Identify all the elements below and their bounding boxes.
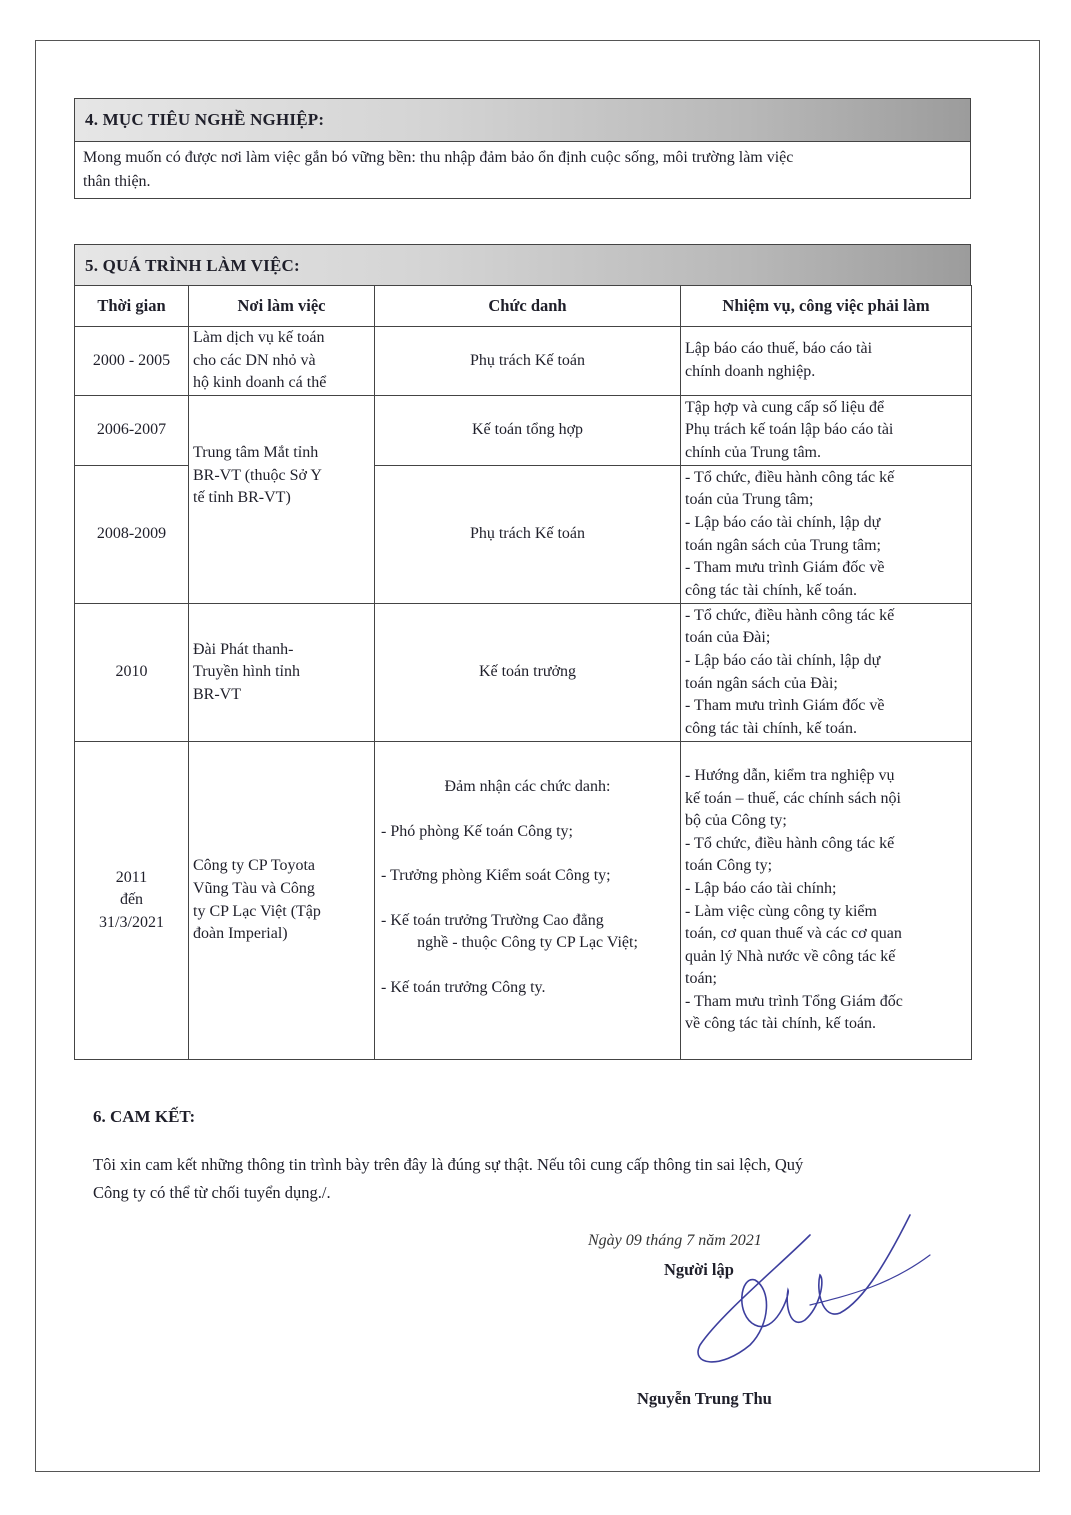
place-line: Làm dịch vụ kế toán <box>193 329 325 347</box>
role-line: nghề - thuộc Công ty CP Lạc Việt; <box>417 934 638 952</box>
time-line: 2006-2007 <box>96 421 167 439</box>
cell-duties <box>681 604 972 742</box>
cell-time <box>75 604 189 742</box>
duty-line: toán của Đài; <box>685 629 771 647</box>
career-objective-heading <box>75 99 970 142</box>
time-line: 2008-2009 <box>96 525 167 543</box>
duty-line: quản lý Nhà nước về công tác kế <box>685 947 896 965</box>
work-history-heading <box>74 244 971 286</box>
objective-line: thân thiện. <box>83 173 151 190</box>
time-line: 31/3/2021 <box>99 913 164 931</box>
header-place: Nơi làm việc <box>189 286 375 327</box>
place-line: đoàn Imperial) <box>193 925 288 943</box>
cell-time <box>75 396 189 466</box>
place-line: BR-VT <box>193 685 241 703</box>
place-line: Trung tâm Mắt tỉnh <box>193 444 319 461</box>
duty-line: bộ của Công ty; <box>685 812 787 830</box>
place-line: Đài Phát thanh- <box>193 640 294 658</box>
duty-line: - Làm việc cùng công ty kiểm <box>685 902 877 920</box>
place-line: hộ kinh doanh cá thể <box>193 374 327 392</box>
duty-line: - Lập báo cáo tài chính, lập dự <box>685 651 881 669</box>
duty-line: - Lập báo cáo tài chính, lập dự <box>685 513 881 531</box>
duty-line: - Tổ chức, điều hành công tác kế <box>685 606 895 624</box>
place-line: Công ty CP Toyota <box>193 857 316 875</box>
cell-place <box>189 604 375 742</box>
role-line: - Trưởng phòng Kiểm soát Công ty; <box>381 867 611 885</box>
duty-line: chính doanh nghiệp. <box>685 363 816 380</box>
duty-line: - Tham mưu trình Giám đốc về <box>685 559 885 577</box>
cell-title: Kế toán tổng hợp <box>375 396 681 466</box>
duty-line: công tác tài chính, kế toán. <box>685 581 857 599</box>
table-row <box>75 742 972 1060</box>
duty-line: toán, cơ quan thuế và các cơ quan <box>685 925 902 943</box>
career-objective-title: 4. MỤC TIÊU NGHỀ NGHIỆP: <box>85 110 325 129</box>
duty-line: toán ngân sách của Trung tâm; <box>685 536 881 554</box>
work-history-table <box>74 285 972 1060</box>
title-intro: Đảm nhận các chức danh: <box>444 778 611 795</box>
signature-date: Ngày 09 tháng 7 năm 2021 <box>588 1232 762 1249</box>
duty-line: toán; <box>685 970 717 988</box>
work-history-title: 5. QUÁ TRÌNH LÀM VIỆC: <box>85 255 300 275</box>
duty-line: Tập hợp và cung cấp số liệu để <box>685 398 885 416</box>
signer-name: Nguyễn Trung Thu <box>637 1389 772 1408</box>
cell-place <box>189 742 375 1060</box>
place-line: Vũng Tàu và Công <box>193 879 315 897</box>
duty-line: - Tham mưu trình Giám đốc về <box>685 697 885 715</box>
role-line: - Kế toán trưởng Công ty. <box>381 978 546 996</box>
place-line: BR-VT (thuộc Sở Y <box>193 466 322 484</box>
duty-line: công tác tài chính, kế toán. <box>685 719 857 737</box>
objective-line: Mong muốn có được nơi làm việc gắn bó vững bền: thu nhập đảm bảo ổn định cuộc sống, môi trường làm việc <box>83 149 794 166</box>
commitment-line: Công ty có thể từ chối tuyển dụng./. <box>93 1183 331 1202</box>
career-objective-text <box>75 142 970 194</box>
duty-line: - Tổ chức, điều hành công tác kế <box>685 468 895 486</box>
cell-duties <box>681 327 972 396</box>
duty-line: toán của Trung tâm; <box>685 491 814 509</box>
commitment-title: 6. CAM KẾT: <box>93 1107 196 1126</box>
duty-line: kế toán – thuế, các chính sách nội <box>685 789 901 807</box>
handwritten-signature <box>660 1195 990 1385</box>
header-title: Chức danh <box>375 286 681 327</box>
place-line: tế tỉnh BR-VT) <box>193 489 291 507</box>
header-duties: Nhiệm vụ, công việc phải làm <box>681 286 972 327</box>
cell-place <box>189 396 375 604</box>
place-line: Truyền hình tỉnh <box>193 663 300 681</box>
duty-line: - Lập báo cáo tài chính; <box>685 879 837 897</box>
cell-title <box>375 742 681 1060</box>
career-objective-box <box>74 98 971 199</box>
table-row <box>75 396 972 466</box>
cell-duties <box>681 742 972 1060</box>
cell-time <box>75 466 189 604</box>
place-line: ty CP Lạc Việt (Tập <box>193 902 321 920</box>
table-row <box>75 604 972 742</box>
time-line: đến <box>119 891 144 909</box>
header-time: Thời gian <box>75 286 189 327</box>
duty-line: toán Công ty; <box>685 857 773 875</box>
commitment-line: Tôi xin cam kết những thông tin trình bày trên đây là đúng sự thật. Nếu tôi cung cấp thông tin sai lệch, Quý <box>93 1155 804 1174</box>
time-line: 2011 <box>115 868 148 886</box>
cell-duties <box>681 396 972 466</box>
role-line: - Kế toán trưởng Trường Cao đẳng <box>381 911 604 929</box>
table-header-row <box>75 286 972 327</box>
duty-line: - Tổ chức, điều hành công tác kế <box>685 834 895 852</box>
time-line: 2010 <box>115 663 148 681</box>
time-line: 2000 - 2005 <box>92 351 171 369</box>
table-row <box>75 327 972 396</box>
role-line: - Phó phòng Kế toán Công ty; <box>381 822 573 840</box>
duty-line: - Hướng dẫn, kiểm tra nghiệp vụ <box>685 766 895 784</box>
duty-line: chính của Trung tâm. <box>685 443 821 461</box>
duty-line: toán ngân sách của Đài; <box>685 674 838 692</box>
cell-time <box>75 327 189 396</box>
cell-time <box>75 742 189 1060</box>
duty-line: về công tác tài chính, kế toán. <box>685 1015 877 1033</box>
signature-role: Người lập <box>664 1260 734 1279</box>
cell-title: Kế toán trưởng <box>375 604 681 742</box>
duty-line: - Tham mưu trình Tổng Giám đốc <box>685 992 903 1010</box>
cell-title: Phụ trách Kế toán <box>375 327 681 396</box>
cell-place <box>189 327 375 396</box>
cell-duties <box>681 466 972 604</box>
duty-line: Phụ trách kế toán lập báo cáo tài <box>685 421 894 439</box>
duty-line: Lập báo cáo thuế, báo cáo tài <box>685 340 873 358</box>
cell-title: Phụ trách Kế toán <box>375 466 681 604</box>
place-line: cho các DN nhỏ và <box>193 351 316 369</box>
